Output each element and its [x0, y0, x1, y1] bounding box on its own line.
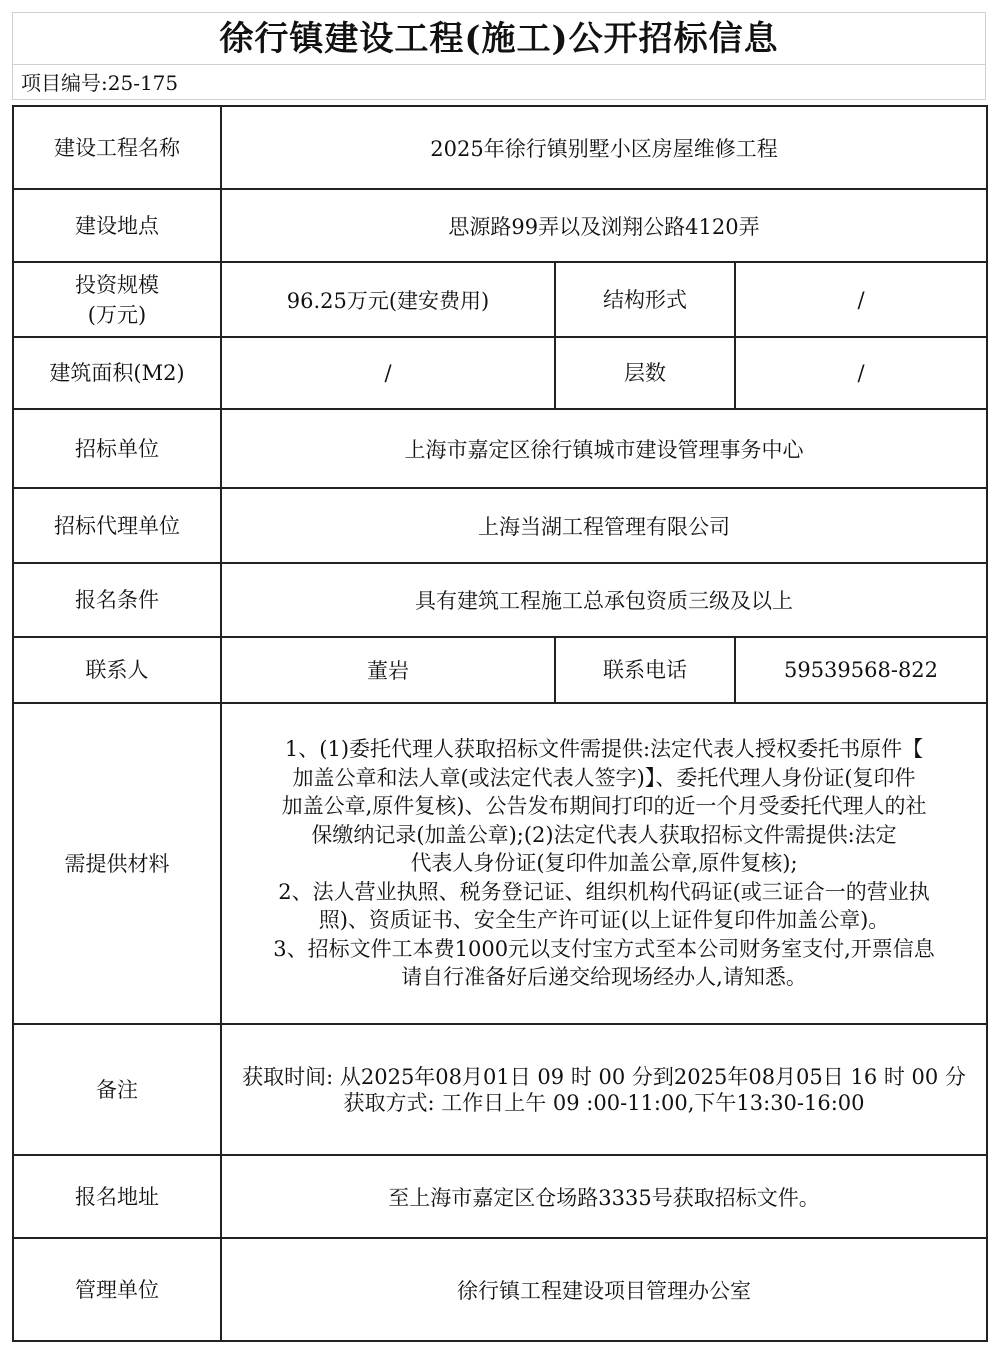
remark-method-line: 获取方式: 工作日上午 09 :00-11:00,下午13:30-16:00 [343, 1090, 865, 1115]
materials-line: 代表人身份证(复印件加盖公章,原件复核); [410, 851, 798, 876]
materials-line: 2、法人营业执照、税务登记证、组织机构代码证(或三证合一的营业执 [278, 879, 930, 904]
remark-value [221, 1024, 987, 1155]
project-name-value: 2025年徐行镇别墅小区房屋维修工程 [221, 106, 987, 189]
contact-label: 联系人 [13, 637, 221, 703]
materials-value [221, 703, 987, 1024]
materials-line: 保缴纳记录(加盖公章);(2)法定代表人获取招标文件需提供:法定 [311, 822, 897, 847]
agent-value: 上海当湖工程管理有限公司 [221, 488, 987, 563]
table-row-remark [13, 1024, 987, 1155]
location-value: 思源路99弄以及浏翔公路4120弄 [221, 189, 987, 262]
remark-label: 备注 [13, 1024, 221, 1155]
materials-line: 加盖公章和法人章(或法定代表人签字)】、委托代理人身份证(复印件 [292, 765, 916, 790]
management-value: 徐行镇工程建设项目管理办公室 [221, 1238, 987, 1341]
area-label: 建筑面积(M2) [13, 337, 221, 409]
materials-line: 照)、资质证书、安全生产许可证(以上证件复印件加盖公章)。 [318, 908, 890, 933]
table-row-management [13, 1238, 987, 1341]
project-name-label: 建设工程名称 [13, 106, 221, 189]
contact-value: 董岩 [221, 637, 555, 703]
project-number-label: 项目编号: [21, 71, 108, 95]
table-row-area [13, 337, 987, 409]
table-row-investment [13, 262, 987, 337]
reg-address-value: 至上海市嘉定区仓场路3335号获取招标文件。 [221, 1155, 987, 1238]
table-row-tenderer [13, 409, 987, 488]
investment-label [13, 262, 221, 337]
location-label: 建设地点 [13, 189, 221, 262]
investment-label-line1: 投资规模 [75, 272, 159, 297]
remark-time-line: 获取时间: 从2025年08月01日 09 时 00 分到2025年08月05日 16 时 00 分 [242, 1064, 966, 1089]
table-row-conditions [13, 563, 987, 637]
phone-value: 59539568-822 [735, 637, 987, 703]
tender-notice-sheet [12, 12, 986, 1342]
materials-line: 3、招标文件工本费1000元以支付宝方式至本公司财务室支付,开票信息 [273, 936, 935, 961]
materials-label: 需提供材料 [13, 703, 221, 1024]
reg-address-label: 报名地址 [13, 1155, 221, 1238]
table-row-project-name [13, 106, 987, 189]
area-value: / [221, 337, 555, 409]
floors-label: 层数 [555, 337, 735, 409]
structure-value: / [735, 262, 987, 337]
investment-label-line2: (万元) [87, 302, 147, 327]
structure-label: 结构形式 [555, 262, 735, 337]
project-number-value: 25-175 [107, 71, 179, 95]
materials-line: 请自行准备好后递交给现场经办人,请知悉。 [401, 965, 807, 990]
page-title: 徐行镇建设工程(施工)公开招标信息 [12, 12, 986, 64]
tender-info-table [12, 105, 988, 1342]
conditions-label: 报名条件 [13, 563, 221, 637]
table-row-materials [13, 703, 987, 1024]
table-row-contact [13, 637, 987, 703]
investment-value: 96.25万元(建安费用) [221, 262, 555, 337]
table-row-agent [13, 488, 987, 563]
table-row-reg-address [13, 1155, 987, 1238]
tenderer-value: 上海市嘉定区徐行镇城市建设管理事务中心 [221, 409, 987, 488]
management-label: 管理单位 [13, 1238, 221, 1341]
table-row-location [13, 189, 987, 262]
project-number [12, 64, 986, 100]
materials-line: 加盖公章,原件复核)、公告发布期间打印的近一个月受委托代理人的社 [281, 794, 927, 819]
materials-line: 1、(1)委托代理人获取招标文件需提供:法定代表人授权委托书原件【 [284, 737, 924, 762]
agent-label: 招标代理单位 [13, 488, 221, 563]
tenderer-label: 招标单位 [13, 409, 221, 488]
floors-value: / [735, 337, 987, 409]
phone-label: 联系电话 [555, 637, 735, 703]
conditions-value: 具有建筑工程施工总承包资质三级及以上 [221, 563, 987, 637]
